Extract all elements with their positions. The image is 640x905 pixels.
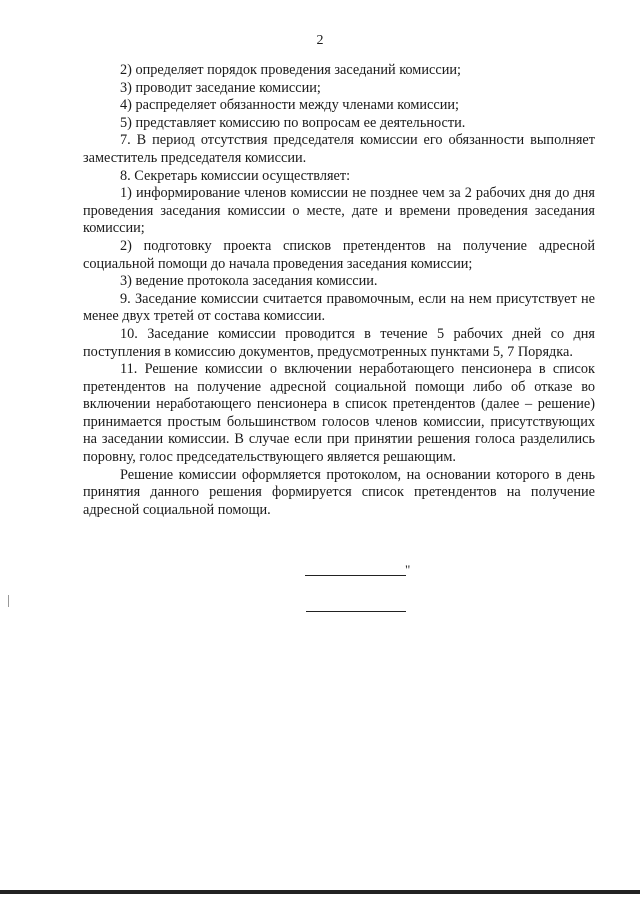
paragraph: 3) проводит заседание комиссии; bbox=[120, 79, 321, 96]
closing-line bbox=[305, 575, 406, 576]
paragraph: 5) представляет комиссию по вопросам ее деятельности. bbox=[120, 114, 466, 131]
paragraph: 4) распределяет обязанности между членами комиссии; bbox=[120, 97, 460, 114]
margin-speck bbox=[8, 595, 9, 607]
paragraph: Решение комиссии оформляется протоколом, на основании которого в день принятия данного решения формируется список претендентов на получение адресной социальной помощи. bbox=[83, 466, 595, 518]
scan-edge bbox=[0, 890, 640, 894]
paragraph: 11. Решение комиссии о включении неработающего пенсионера в список претендентов на получение адресной социальной помощи либо об отказе во включении неработающего пенсионера в список претендентов (далее – решение) принимается простым большинством голосов членов комиссии, присутствующих на заседании комиссии. В случае если при принятии решения голоса разделились поровну, голос председательствующего является решающим. bbox=[83, 361, 595, 466]
page-number: 2 bbox=[316, 33, 324, 48]
paragraph: 3) ведение протокола заседания комиссии. bbox=[120, 273, 378, 290]
paragraph: 7. В период отсутствия председателя комиссии его обязанности выполняет заместитель председателя комиссии. bbox=[83, 132, 595, 166]
paragraph: 2) определяет порядок проведения заседаний комиссии; bbox=[120, 62, 461, 78]
paragraph: 8. Секретарь комиссии осуществляет: bbox=[120, 167, 351, 184]
separator-line bbox=[306, 611, 406, 612]
paragraph: 2) подготовку проекта списков претендентов на получение адресной социальной помощи до начала проведения заседания комиссии; bbox=[83, 237, 595, 272]
paragraph: 9. Заседание комиссии считается правомочным, если на нем присутствует не менее двух третей от состава комиссии. bbox=[83, 290, 595, 325]
closing-quote: " bbox=[405, 562, 411, 577]
paragraph: 10. Заседание комиссии проводится в течение 5 рабочих дней со дня поступления в комиссию документов, предусмотренных пунктами 5, 7 Порядка. bbox=[83, 325, 595, 360]
paragraph: 1) информирование членов комиссии не позднее чем за 2 рабочих дня до дня проведения заседания комиссии о месте, дате и времени проведения заседания комиссии; bbox=[83, 185, 595, 237]
document-body bbox=[83, 62, 595, 519]
